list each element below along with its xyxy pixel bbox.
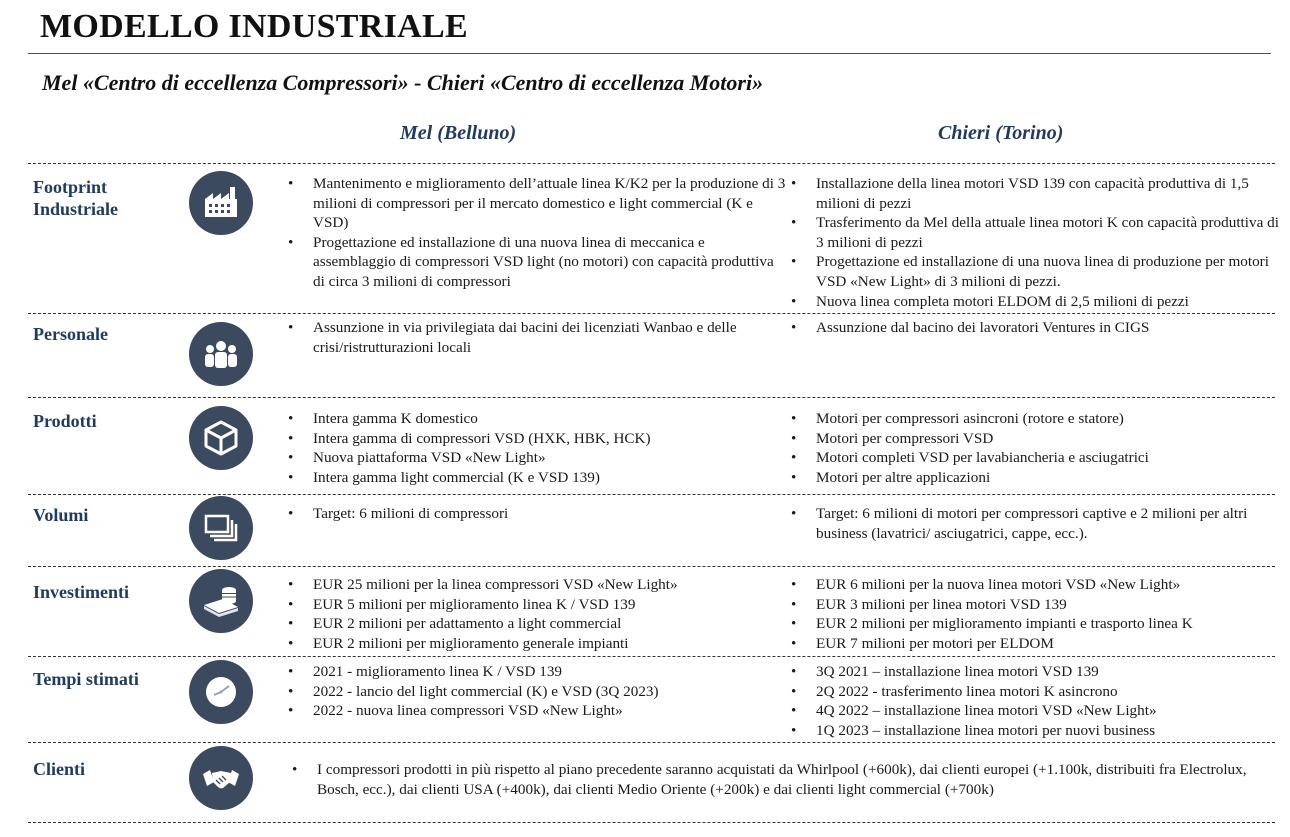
list-item: • Assunzione dal bacino dei lavoratori Ventures in CIGS bbox=[791, 318, 1281, 338]
list-item: • Assunzione in via privilegiata dai bacini dei licenziati Wanbao e delle crisi/ristrutturazioni locali bbox=[288, 318, 788, 357]
list-item: • Installazione della linea motori VSD 139 con capacità produttiva di 1,5 milioni di pezzi bbox=[791, 174, 1281, 213]
column-header-mel: Mel (Belluno) bbox=[400, 122, 517, 144]
row-label-clienti: Clienti bbox=[33, 759, 85, 779]
people-icon bbox=[189, 322, 253, 386]
list-item: • 2Q 2022 - trasferimento linea motori K asincrono bbox=[791, 682, 1281, 702]
cube-icon bbox=[189, 406, 253, 470]
list-item: • EUR 5 milioni per miglioramento linea K / VSD 139 bbox=[288, 595, 788, 615]
row-label-footprint: Footprint Industriale bbox=[33, 177, 119, 219]
list-item: • 2022 - lancio del light commercial (K) e VSD (3Q 2023) bbox=[288, 682, 788, 702]
page-subtitle: Mel «Centro di eccellenza Compressori» - Chieri «Centro di eccellenza Motori» bbox=[42, 70, 764, 95]
row-divider bbox=[28, 163, 1275, 164]
prodotti-mel-list bbox=[288, 409, 788, 487]
volumi-mel-list bbox=[288, 504, 788, 524]
clienti-list bbox=[292, 760, 1267, 799]
row-divider bbox=[28, 742, 1275, 743]
list-item: • Mantenimento e miglioramento dell’attuale linea K/K2 per la produzione di 3 milioni di compressori per il mercato domestico e light commercial (K e VSD) bbox=[288, 174, 788, 233]
row-label-investimenti: Investimenti bbox=[33, 582, 129, 602]
personale-chieri-list bbox=[791, 318, 1281, 338]
list-item: • Motori completi VSD per lavabiancheria e asciugatrici bbox=[791, 448, 1281, 468]
factory-icon bbox=[189, 171, 253, 235]
volumi-chieri-list bbox=[791, 504, 1281, 543]
list-item: • Motori per compressori asincroni (rotore e statore) bbox=[791, 409, 1281, 429]
list-item: • EUR 6 milioni per la nuova linea motori VSD «New Light» bbox=[791, 575, 1281, 595]
row-label-tempi: Tempi stimati bbox=[33, 669, 139, 689]
investimenti-chieri-list bbox=[791, 575, 1281, 653]
stacked-boxes-icon bbox=[189, 496, 253, 560]
row-divider bbox=[28, 313, 1275, 314]
list-item: • Nuova linea completa motori ELDOM di 2,5 milioni di pezzi bbox=[791, 292, 1281, 312]
title-divider bbox=[28, 53, 1271, 54]
investimenti-mel-list bbox=[288, 575, 788, 653]
money-icon bbox=[189, 569, 253, 633]
prodotti-chieri-list bbox=[791, 409, 1281, 487]
list-item: • Motori per compressori VSD bbox=[791, 429, 1281, 449]
page-title: MODELLO INDUSTRIALE bbox=[40, 8, 468, 45]
list-item: • 2022 - nuova linea compressori VSD «New Light» bbox=[288, 701, 788, 721]
list-item: • EUR 25 milioni per la linea compressori VSD «New Light» bbox=[288, 575, 788, 595]
list-item: • Intera gamma K domestico bbox=[288, 409, 788, 429]
list-item: • Trasferimento da Mel della attuale linea motori K con capacità produttiva di 3 milioni di pezzi bbox=[791, 213, 1281, 252]
personale-mel-list bbox=[288, 318, 788, 357]
list-item: • EUR 7 milioni per motori per ELDOM bbox=[791, 634, 1281, 654]
list-item: • Intera gamma di compressori VSD (HXK, HBK, HCK) bbox=[288, 429, 788, 449]
row-divider bbox=[28, 822, 1275, 823]
footprint-mel-list bbox=[288, 174, 788, 292]
row-label-volumi: Volumi bbox=[33, 505, 89, 525]
handshake-icon bbox=[189, 746, 253, 810]
list-item: • Motori per altre applicazioni bbox=[791, 468, 1281, 488]
list-item: • 1Q 2023 – installazione linea motori per nuovi business bbox=[791, 721, 1281, 741]
row-divider bbox=[28, 397, 1275, 398]
list-item: • Progettazione ed installazione di una nuova linea di produzione per motori VSD «New Light» di 3 milioni di pezzi. bbox=[791, 252, 1281, 291]
list-item: • EUR 2 milioni per miglioramento impianti e trasporto linea K bbox=[791, 614, 1281, 634]
list-item: • EUR 2 milioni per miglioramento generale impianti bbox=[288, 634, 788, 654]
row-label-personale: Personale bbox=[33, 324, 108, 344]
row-divider bbox=[28, 494, 1275, 495]
list-item: • Target: 6 milioni di motori per compressori captive e 2 milioni per altri business (lavatrici/ asciugatrici, cappe, ecc.). bbox=[791, 504, 1281, 543]
list-item: • 4Q 2022 – installazione linea motori VSD «New Light» bbox=[791, 701, 1281, 721]
list-item: • Progettazione ed installazione di una nuova linea di meccanica e assemblaggio di compressori VSD light (no motori) con capacità produttiva di circa 3 milioni di compressori bbox=[288, 233, 788, 292]
list-item: • 2021 - miglioramento linea K / VSD 139 bbox=[288, 662, 788, 682]
list-item: • EUR 3 milioni per linea motori VSD 139 bbox=[791, 595, 1281, 615]
list-item: • Intera gamma light commercial (K e VSD 139) bbox=[288, 468, 788, 488]
row-divider bbox=[28, 566, 1275, 567]
list-item: • EUR 2 milioni per adattamento a light commercial bbox=[288, 614, 788, 634]
row-divider bbox=[28, 656, 1275, 657]
row-label-prodotti: Prodotti bbox=[33, 411, 97, 431]
column-header-chieri: Chieri (Torino) bbox=[938, 122, 1064, 144]
clock-icon bbox=[189, 660, 253, 724]
list-item: • Target: 6 milioni di compressori bbox=[288, 504, 788, 524]
list-item: • 3Q 2021 – installazione linea motori VSD 139 bbox=[791, 662, 1281, 682]
tempi-chieri-list bbox=[791, 662, 1281, 740]
tempi-mel-list bbox=[288, 662, 788, 721]
list-item: • Nuova piattaforma VSD «New Light» bbox=[288, 448, 788, 468]
list-item: • I compressori prodotti in più rispetto al piano precedente saranno acquistati da Whirlpool (+600k), dai clienti europei (+1.100k, distribuiti fra Electrolux, Bosch, ecc.), dai clienti USA (+400k), dai clienti Medio Oriente (+200k) e dai clienti light commercial (+700k) bbox=[292, 760, 1267, 799]
footprint-chieri-list bbox=[791, 174, 1281, 311]
